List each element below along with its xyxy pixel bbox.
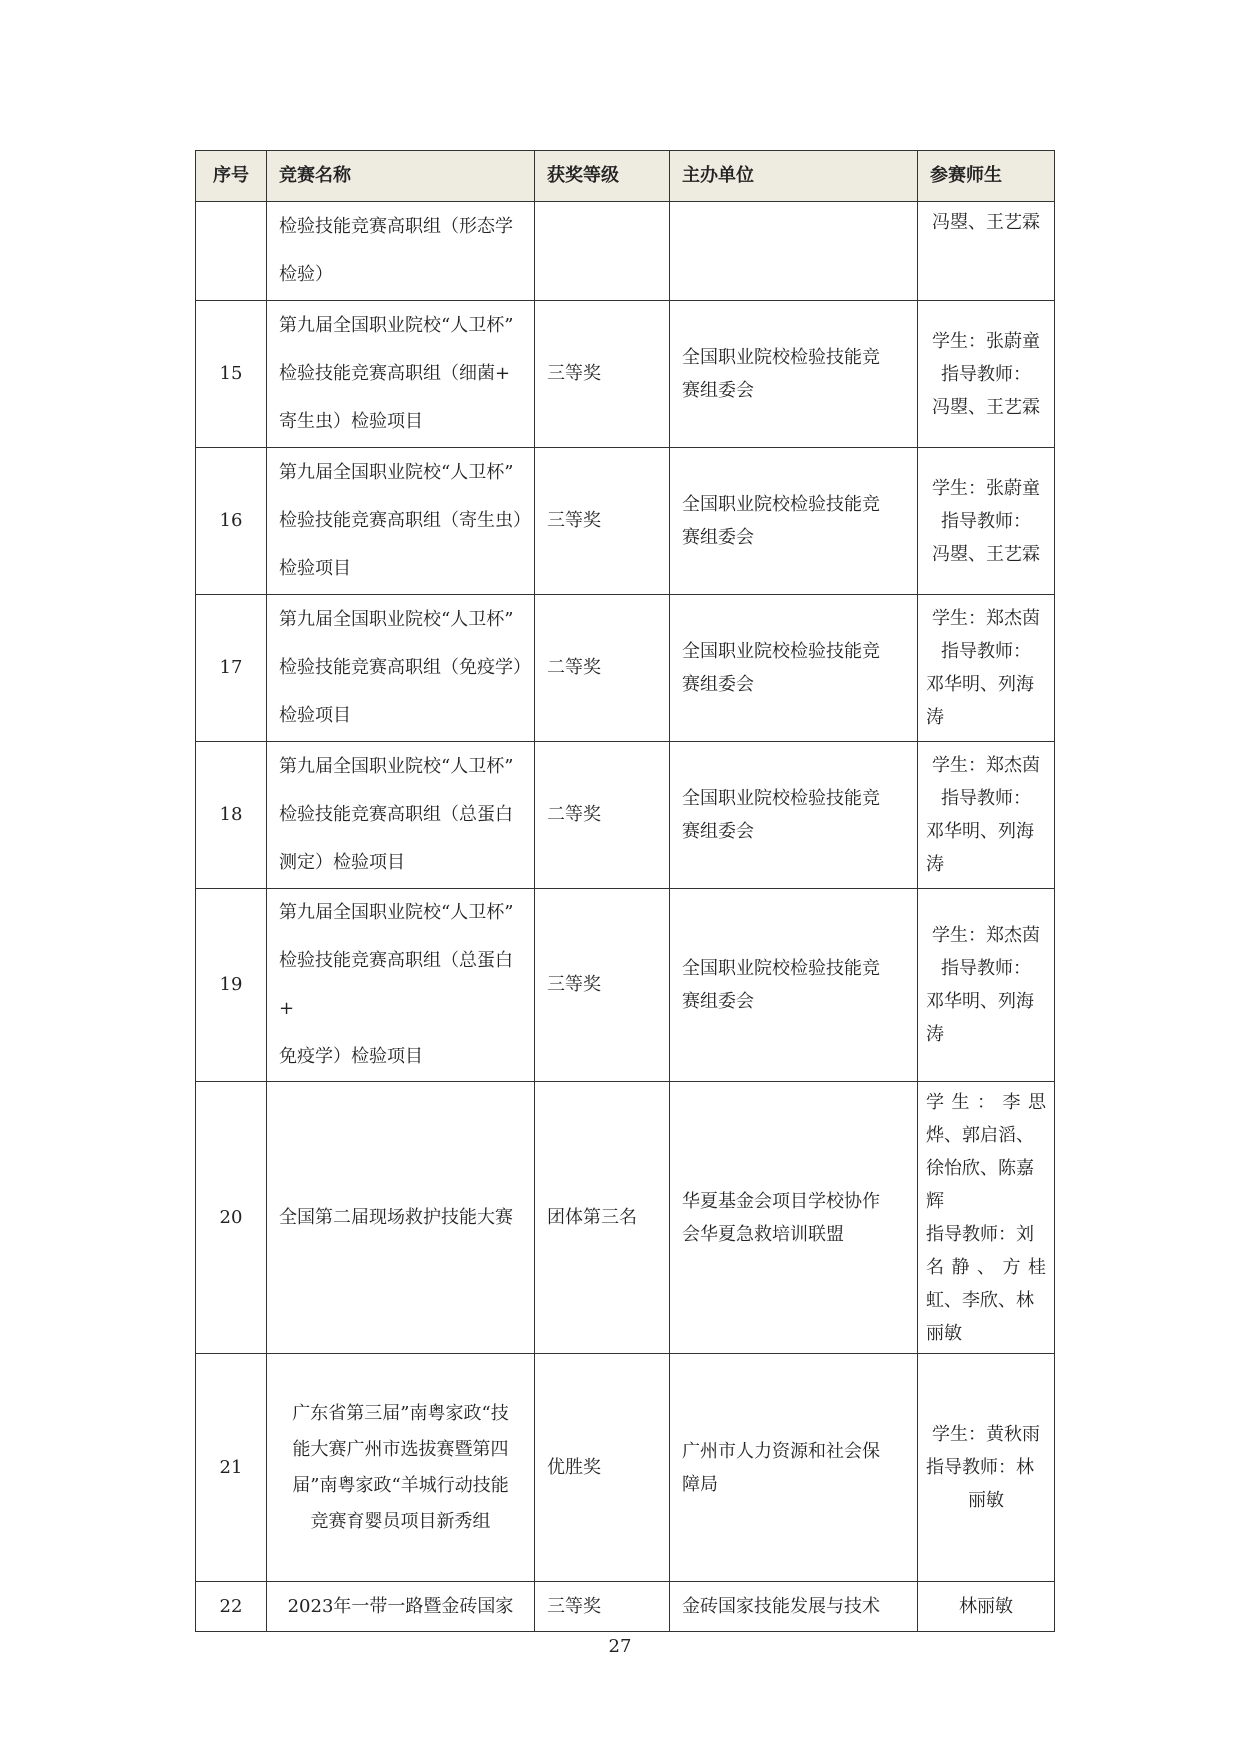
row-seq: 17 — [196, 595, 267, 742]
name-line: 检验技能竞赛高职组（免疫学） — [279, 657, 531, 678]
people-line: 名静、方桂 — [926, 1256, 1046, 1278]
row-award: 二等奖 — [535, 595, 670, 742]
name-line: 2023年一带一路暨金砖国家 — [287, 1595, 514, 1617]
name-line: 广东省第三届”南粤家政“技 — [292, 1402, 509, 1424]
people-line: 涛 — [926, 854, 944, 875]
people-line: 学生：郑杰茵 — [932, 608, 1040, 629]
row-organizer — [670, 202, 918, 301]
row-seq: 19 — [196, 889, 267, 1082]
header-seq: 序号 — [196, 151, 267, 202]
header-organizer: 主办单位 — [670, 151, 918, 202]
row-participants — [918, 1082, 1055, 1354]
row-award: 优胜奖 — [535, 1354, 670, 1582]
people-line: 学生：郑杰茵 — [932, 755, 1040, 776]
table-row — [196, 448, 1055, 595]
people-line: 丽敏 — [926, 1322, 962, 1344]
organizer-line: 全国职业院校检验技能竞 — [682, 494, 880, 515]
row-award: 三等奖 — [535, 1582, 670, 1632]
name-line: 检验） — [279, 264, 333, 285]
people-line: 学生：李思 — [926, 1091, 1046, 1113]
organizer-line: 全国职业院校检验技能竞 — [682, 788, 880, 809]
organizer-line: 会华夏急救培训联盟 — [682, 1223, 844, 1245]
people-line: 指导教师： — [941, 958, 1031, 979]
people-line: 学生：黄秋雨 — [932, 1424, 1040, 1445]
name-line: 检验技能竞赛高职组（总蛋白 — [279, 804, 513, 825]
organizer-line: 赛组委会 — [682, 674, 754, 695]
name-line: 测定）检验项目 — [279, 852, 405, 873]
people-line: 学生：张蔚童 — [932, 330, 1040, 352]
name-line: 寄生虫）检验项目 — [279, 411, 423, 432]
page-number: 27 — [608, 1636, 632, 1657]
organizer-line: 全国职业院校检验技能竞 — [682, 347, 880, 368]
name-line: 检验技能竞赛高职组（细菌+ — [279, 363, 511, 384]
row-participants — [918, 448, 1055, 595]
table-row — [196, 301, 1055, 448]
organizer-line: 障局 — [682, 1473, 718, 1495]
row-seq: 20 — [196, 1082, 267, 1354]
people-line: 邓华明、列海 — [926, 991, 1034, 1012]
row-seq — [196, 202, 267, 301]
name-line: 第九届全国职业院校“人卫杯” — [279, 902, 514, 923]
table-row — [196, 595, 1055, 742]
organizer-line: 华夏基金会项目学校协作 — [682, 1190, 880, 1212]
organizer-line: 全国职业院校检验技能竞 — [682, 641, 880, 662]
people-line: 邓华明、列海 — [926, 674, 1034, 695]
row-award: 团体第三名 — [535, 1082, 670, 1354]
organizer-line: 全国职业院校检验技能竞 — [682, 958, 880, 979]
people-line: 辉 — [926, 1190, 944, 1212]
people-line: 徐怡欣、陈嘉 — [926, 1157, 1034, 1179]
row-participants — [918, 889, 1055, 1082]
row-award: 三等奖 — [535, 889, 670, 1082]
name-line: 检验项目 — [279, 558, 351, 579]
name-line: 届”南粤家政“羊城行动技能 — [292, 1474, 509, 1496]
name-line: 检验项目 — [279, 705, 351, 726]
row-award: 三等奖 — [535, 448, 670, 595]
row-participants — [918, 301, 1055, 448]
row-organizer — [670, 448, 918, 595]
row-participants — [918, 1582, 1055, 1632]
name-line: 第九届全国职业院校“人卫杯” — [279, 756, 514, 777]
people-line: 学生：张蔚童 — [932, 477, 1040, 499]
row-organizer — [670, 1354, 918, 1582]
name-line: 第九届全国职业院校“人卫杯” — [279, 315, 514, 336]
row-competition-name — [267, 742, 535, 889]
row-participants — [918, 202, 1055, 301]
row-competition-name — [267, 889, 535, 1082]
row-competition-name — [267, 1082, 535, 1354]
name-line: 第九届全国职业院校“人卫杯” — [279, 609, 514, 630]
people-line: 丽敏 — [968, 1490, 1004, 1511]
row-seq: 16 — [196, 448, 267, 595]
people-line: 涛 — [926, 707, 944, 728]
name-line: 能大赛广州市选拔赛暨第四 — [292, 1438, 509, 1460]
row-seq: 22 — [196, 1582, 267, 1632]
organizer-line: 广州市人力资源和社会保 — [682, 1440, 880, 1462]
row-organizer — [670, 301, 918, 448]
table-row — [196, 1082, 1055, 1354]
people-line: 林丽敏 — [959, 1596, 1013, 1617]
row-seq: 15 — [196, 301, 267, 448]
people-line: 指导教师：刘 — [926, 1223, 1034, 1245]
row-participants — [918, 742, 1055, 889]
organizer-line: 金砖国家技能发展与技术 — [682, 1596, 880, 1617]
people-line: 冯曌、王艺霖 — [932, 396, 1040, 418]
organizer-line: 赛组委会 — [682, 527, 754, 548]
table-row — [196, 889, 1055, 1082]
organizer-line: 赛组委会 — [682, 991, 754, 1012]
row-seq: 18 — [196, 742, 267, 889]
awards-table — [195, 150, 1055, 1632]
people-line: 指导教师： — [941, 510, 1031, 532]
row-participants — [918, 595, 1055, 742]
row-seq: 21 — [196, 1354, 267, 1582]
people-line: 邓华明、列海 — [926, 821, 1034, 842]
name-line: 全国第二届现场救护技能大赛 — [279, 1206, 513, 1228]
name-line: 竞赛育婴员项目新秀组 — [310, 1510, 491, 1532]
table-header-row — [196, 151, 1055, 202]
people-line: 指导教师： — [941, 363, 1031, 385]
table-row — [196, 202, 1055, 301]
row-competition-name — [267, 301, 535, 448]
row-organizer — [670, 1582, 918, 1632]
row-award: 三等奖 — [535, 301, 670, 448]
row-organizer — [670, 1082, 918, 1354]
people-line: 烨、郭启滔、 — [926, 1124, 1034, 1146]
name-line: 免疫学）检验项目 — [279, 1046, 423, 1067]
table-row — [196, 1354, 1055, 1582]
row-award — [535, 202, 670, 301]
row-competition-name — [267, 1582, 535, 1632]
row-organizer — [670, 889, 918, 1082]
row-organizer — [670, 742, 918, 889]
row-competition-name — [267, 202, 535, 301]
name-line: 第九届全国职业院校“人卫杯” — [279, 462, 514, 483]
table-row — [196, 742, 1055, 889]
people-line: 学生：郑杰茵 — [932, 925, 1040, 946]
people-line: 指导教师： — [941, 641, 1031, 662]
name-line: 检验技能竞赛高职组（形态学 — [279, 216, 513, 237]
people-line: 虹、李欣、林 — [926, 1289, 1034, 1311]
people-line: 涛 — [926, 1024, 944, 1045]
row-organizer — [670, 595, 918, 742]
row-competition-name — [267, 595, 535, 742]
people-line: 指导教师：林 — [926, 1457, 1034, 1478]
header-award-level: 获奖等级 — [535, 151, 670, 202]
people-line: 冯曌、王艺霖 — [932, 543, 1040, 565]
row-competition-name — [267, 448, 535, 595]
row-competition-name — [267, 1354, 535, 1582]
people-line: 指导教师： — [941, 788, 1031, 809]
table-row — [196, 1582, 1055, 1632]
row-participants — [918, 1354, 1055, 1582]
header-participants: 参赛师生 — [918, 151, 1055, 202]
header-competition-name: 竞赛名称 — [267, 151, 535, 202]
row-award: 二等奖 — [535, 742, 670, 889]
name-line: 检验技能竞赛高职组（总蛋白+ — [279, 950, 513, 1019]
people-line: 冯曌、王艺霖 — [932, 212, 1040, 233]
organizer-line: 赛组委会 — [682, 821, 754, 842]
name-line: 检验技能竞赛高职组（寄生虫） — [279, 510, 531, 531]
organizer-line: 赛组委会 — [682, 380, 754, 401]
